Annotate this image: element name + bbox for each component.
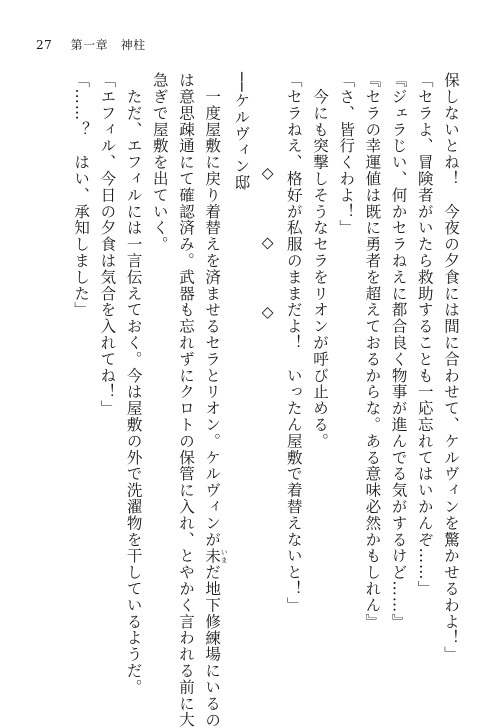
- section-break: ◇ ◇ ◇: [258, 164, 277, 339]
- text-line: 「……？ はい、承知しました」: [72, 72, 91, 318]
- text-line: 「セラねえ、格好が私服のままだよ！ いったん屋敷で着替えないと！」: [284, 72, 303, 614]
- line-start: 一度屋敷に戻り着替えを済ませるセラとリオン。ケルヴィンが: [203, 72, 222, 548]
- text-line: 『ジェラじい、何かセラねえに都合良く物事が進んでる気がするけど……』: [389, 72, 408, 630]
- text-line: 保しないとね！ 今夜の夕食には間に合わせて、ケルヴィンを驚かせるわよ！」: [442, 72, 460, 663]
- running-header: [36, 36, 146, 53]
- text-line: 「セラよ、冒険者がいたら救助することも一応忘れてはいかんぞ……」: [415, 72, 434, 597]
- text-line: は意思疎通にて確認済み。武器も忘れずにクロトの保管に入れ、とやかく言われる前に大: [176, 72, 195, 728]
- text-line: ──ケルヴィン邸: [232, 72, 251, 191]
- text-line: 『セラの幸運値は既に勇者を超えておるからな。ある意味必然かもしれん』: [363, 72, 382, 630]
- vertical-body-text: [68, 72, 464, 728]
- line-end: だ地下修練場にいるの: [203, 564, 222, 728]
- text-line: ただ、エフィルには一言伝えておく。今は屋敷の外で洗濯物を干しているようだ。: [124, 72, 143, 696]
- chapter-title: 第一章 神柱: [70, 38, 146, 52]
- text-line: 急ぎで屋敷を出ていく。: [150, 72, 169, 253]
- text-line: 「さ、皆行くわよ！」: [337, 72, 356, 236]
- ruby-reading: いま: [220, 547, 229, 564]
- page-number: 27: [36, 38, 53, 52]
- ruby-text: [203, 547, 229, 565]
- ruby-base: 未: [203, 547, 222, 565]
- text-line: 「エフィル、今日の夕食は気合を入れてね！」: [98, 72, 117, 417]
- text-line: [199, 72, 229, 728]
- text-line: 今にも突撃しそうなセラをリオンが呼び止める。: [310, 72, 329, 450]
